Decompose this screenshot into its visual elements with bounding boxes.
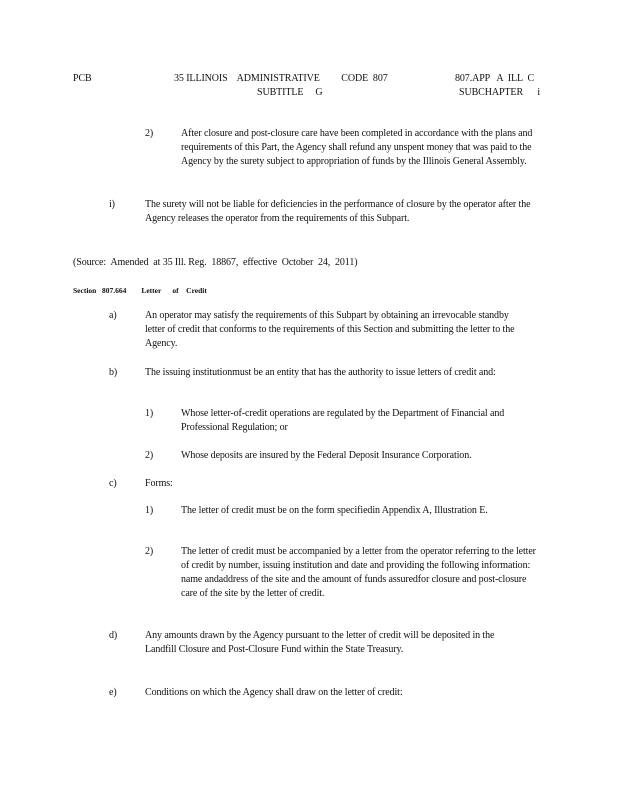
item-label: d)	[109, 630, 118, 641]
item-label: a)	[109, 310, 117, 321]
item-label: 1)	[145, 408, 154, 419]
item-text: Whose letter-of-credit operations are regulated by the Department of Financial and Professional Regulation; or	[181, 408, 505, 433]
item-text: Any amounts drawn by the Agency pursuant to the letter of credit will be deposited in the Landfill Closure and Post-Closure Fund within the State Treasury.	[145, 630, 495, 655]
item-text: The surety will not be liable for deficiencies in the performance of closure by the operator after the Agency releases the operator from the requirements of this Subpart.	[145, 199, 531, 224]
item-label: 1)	[145, 505, 154, 516]
header-title-line1: 35 ILLINOIS ADMINISTRATIVE CODE 807	[174, 73, 388, 84]
header-part-line1: 807.APP A ILL C	[455, 73, 535, 84]
item-label: b)	[109, 367, 118, 378]
item-label: c)	[109, 478, 117, 489]
item-label: 2)	[145, 128, 154, 139]
item-text: Conditions on which the Agency shall draw on the letter of credit:	[145, 687, 403, 698]
item-text: After closure and post-closure care have been completed in accordance with the plans and requirements of this Part, the Agency shall refund any unspent money that was paid to the Agency by the surety subject to appropriation of funds by the Illinois General Assembly.	[181, 128, 533, 167]
header-part-line2: SUBCHAPTER i	[459, 87, 541, 98]
item-text: The issuing institutionmust be an entity that has the authority to issue letters of credit and:	[145, 367, 496, 378]
header-agency: PCB	[73, 73, 92, 84]
item-label: e)	[109, 687, 117, 698]
item-text: The letter of credit must be accompanied by a letter from the operator referring to the letter of credit by number, issuing institution and date and providing the following information: name andaddress of the site and the amount of funds assuredfor closure and post-closure care of the site by the letter of credit.	[181, 546, 536, 599]
item-text: Whose deposits are insured by the Federal Deposit Insurance Corporation.	[181, 450, 472, 461]
item-text: Forms:	[145, 478, 173, 489]
section-heading: Section 807.664 Letter of Credit	[73, 286, 207, 295]
item-label: 2)	[145, 450, 154, 461]
header-title-line2: SUBTITLE G	[257, 87, 323, 98]
item-text: An operator may satisfy the requirements of this Subpart by obtaining an irrevocable standby letter of credit that conforms to the requirements of this Section and submitting the letter to the Agency.	[145, 310, 515, 349]
item-label: 2)	[145, 546, 154, 557]
item-text: The letter of credit must be on the form specifiedin Appendix A, Illustration E.	[181, 505, 488, 516]
item-label: i)	[109, 199, 115, 210]
source-note: (Source: Amended at 35 Ill. Reg. 18867, effective October 24, 2011)	[73, 257, 358, 268]
